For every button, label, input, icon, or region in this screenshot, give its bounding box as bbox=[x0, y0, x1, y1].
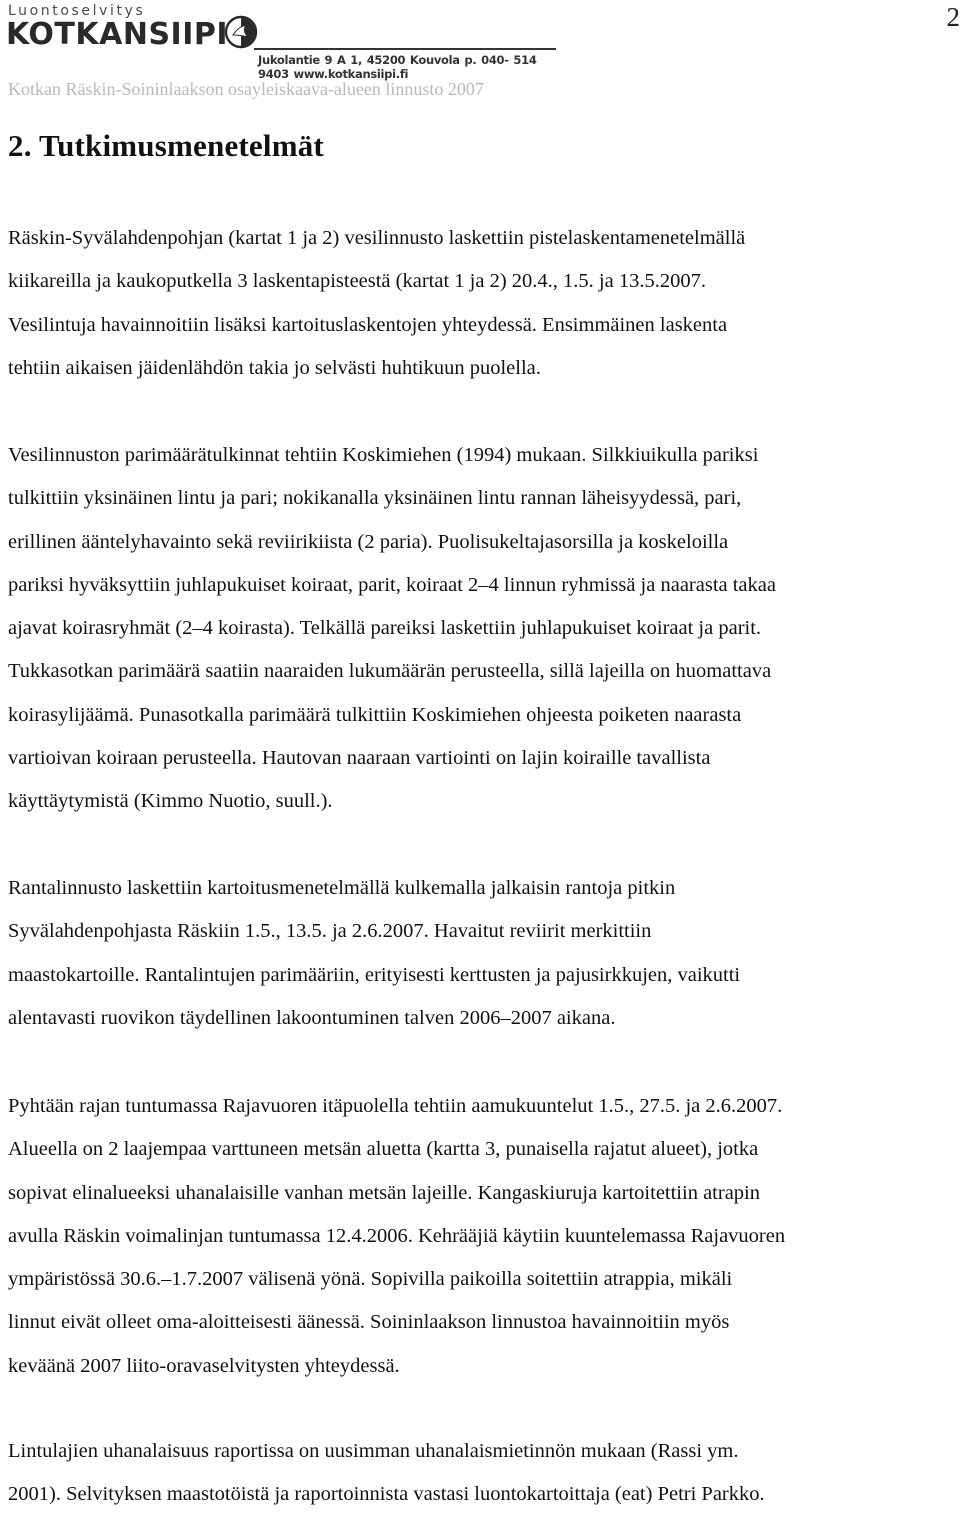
text-line: Alueella on 2 laajempaa varttuneen metsän aluetta (kartta 3, punaisella rajatut alueet), jotka bbox=[8, 1128, 960, 1171]
text-line: avulla Räskin voimalinjan tuntumassa 12.4.2006. Kehrääjiä käytiin kuuntelemassa Rajavuoren bbox=[8, 1215, 960, 1258]
text-line: Vesilintuja havainnoitiin lisäksi kartoituslaskentojen yhteydessä. Ensimmäinen laskenta bbox=[8, 304, 960, 347]
paragraph-shore-birds bbox=[8, 867, 960, 1040]
text-line: keväänä 2007 liito-oravaselvitysten yhteydessä. bbox=[8, 1345, 960, 1388]
section-heading: 2. Tutkimusmenetelmät bbox=[8, 128, 324, 164]
logo-tagline: Luontoselvitys bbox=[8, 3, 145, 19]
text-line: Rantalinnusto laskettiin kartoitusmenetelmällä kulkemalla jalkaisin rantoja pitkin bbox=[8, 867, 960, 910]
text-line: vartioivan koiraan perusteella. Hautovan naaraan vartiointi on lajin koiraille tavallista bbox=[8, 737, 960, 780]
text-line: Pyhtään rajan tuntumassa Rajavuoren itäpuolella tehtiin aamukuuntelut 1.5., 27.5. ja 2.6.2007. bbox=[8, 1085, 960, 1128]
contact-line: Jukolantie 9 A 1, 45200 Kouvola p. 040- 514 9403 www.kotkansiipi.fi bbox=[258, 53, 566, 81]
paragraph-forest-survey bbox=[8, 1085, 960, 1388]
text-line: Tukkasotkan parimäärä saatiin naaraiden lukumäärän perusteella, sillä lajeilla on huomattava bbox=[8, 650, 960, 693]
text-line: 2001). Selvityksen maastotöistä ja raportoinnista vastasi luontokartoittaja (eat) Petri Parkko. bbox=[8, 1473, 960, 1516]
text-line: alentavasti ruovikon täydellinen lakoontuminen talven 2006–2007 aikana. bbox=[8, 997, 960, 1040]
text-line: sopivat elinalueeksi uhanalaisille vanhan metsän lajeille. Kangaskiuruja kartoitettiin atrapin bbox=[8, 1172, 960, 1215]
logo-divider bbox=[254, 48, 556, 50]
text-line: tehtiin aikaisen jäidenlähdön takia jo selvästi huhtikuun puolella. bbox=[8, 347, 960, 390]
text-line: maastokartoille. Rantalintujen parimääriin, erityisesti kerttusten ja pajusirkkujen, vaikutti bbox=[8, 954, 960, 997]
text-line: kiikareilla ja kaukoputkella 3 laskentapisteestä (kartat 1 ja 2) 20.4., 1.5. ja 13.5.2007. bbox=[8, 260, 960, 303]
text-line: Vesilinnuston parimäärätulkinnat tehtiin Koskimiehen (1994) mukaan. Silkkiuikulla pariksi bbox=[8, 434, 960, 477]
text-line: ajavat koirasryhmät (2–4 koirasta). Telkällä pareiksi laskettiin juhlapukuiset koiraat ja parit. bbox=[8, 607, 960, 650]
bird-emblem-icon bbox=[224, 15, 258, 49]
text-line: pariksi hyväksyttiin juhlapukuiset koiraat, parit, koiraat 2–4 linnun ryhmissä ja naarasta takaa bbox=[8, 564, 960, 607]
page-number: 2 bbox=[947, 2, 960, 33]
text-line: Räskin-Syvälahdenpohjan (kartat 1 ja 2) vesilinnusto laskettiin pistelaskentamenetelmällä bbox=[8, 217, 960, 260]
company-logo bbox=[6, 3, 566, 73]
text-line: Syvälahdenpohjasta Räskiin 1.5., 13.5. ja 2.6.2007. Havaitut reviirit merkittiin bbox=[8, 910, 960, 953]
running-header: Kotkan Räskin-Soininlaakson osayleiskaava-alueen linnusto 2007 bbox=[8, 79, 484, 100]
text-line: tulkittiin yksinäinen lintu ja pari; nokikanalla yksinäinen lintu rannan läheisyydessä, pari, bbox=[8, 477, 960, 520]
text-line: käyttäytymistä (Kimmo Nuotio, suull.). bbox=[8, 780, 960, 823]
logo-brand: KOTKANSIIPI bbox=[6, 17, 228, 52]
text-line: erillinen ääntelyhavainto sekä reviirikiista (2 paria). Puolisukeltajasorsilla ja koskeloilla bbox=[8, 521, 960, 564]
paragraph-pair-interpretation bbox=[8, 434, 960, 824]
paragraph-waterfowl-method bbox=[8, 217, 960, 390]
paragraph-threat-status bbox=[8, 1430, 960, 1517]
text-line: Lintulajien uhanalaisuus raportissa on uusimman uhanalaismietinnön mukaan (Rassi ym. bbox=[8, 1430, 960, 1473]
text-line: linnut eivät olleet oma-aloitteisesti äänessä. Soininlaakson linnustoa havainnoitiin myös bbox=[8, 1301, 960, 1344]
text-line: ympäristössä 30.6.–1.7.2007 välisenä yönä. Sopivilla paikoilla soitettiin atrappia, mikäli bbox=[8, 1258, 960, 1301]
text-line: koirasylijäämä. Punasotkalla parimäärä tulkittiin Koskimiehen ohjeesta poiketen naarasta bbox=[8, 694, 960, 737]
